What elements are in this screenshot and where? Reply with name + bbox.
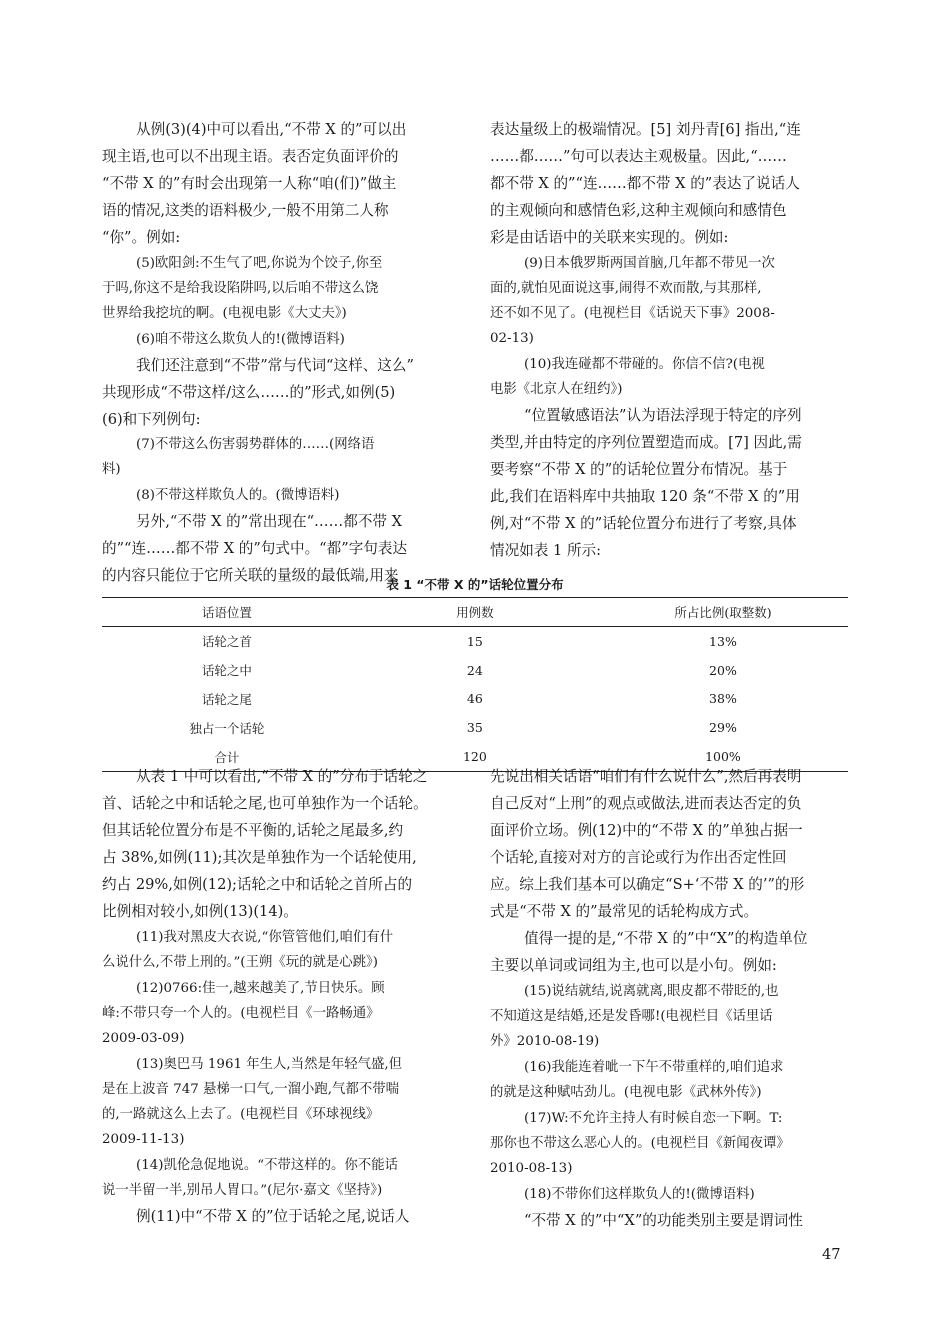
table-cell: 38% bbox=[709, 691, 737, 707]
example-line: 不知道这是结婚,还是发昏哪!(电视栏目《话里话 bbox=[490, 1009, 773, 1024]
example-line: (9)日本俄罗斯两国首脑,几年都不带见一次 bbox=[524, 256, 775, 271]
example-line: 的就是这种赋咕劲儿。(电视电影《武林外传》) bbox=[490, 1085, 762, 1100]
text-line: 共现形成“不带这样/这么……的”形式,如例(5) bbox=[102, 384, 396, 401]
page-number: 47 bbox=[822, 1246, 841, 1263]
example-line: 的,一路就这么上去了。(电视栏目《环球视线》 bbox=[102, 1107, 380, 1122]
example-line: (14)凯伦急促地说。“不带这样的。你不能话 bbox=[136, 1158, 398, 1173]
text-line: “你”。例如: bbox=[102, 229, 181, 246]
example-line: 料) bbox=[102, 462, 121, 477]
text-line: 都不带 X 的”“连……都不带 X 的”表达了说话人 bbox=[490, 175, 800, 192]
text-line: 的主观倾向和感情色彩,这种主观倾向和感情色 bbox=[490, 202, 787, 219]
example-line: 电影《北京人在纽约》) bbox=[490, 382, 623, 397]
example-line: (8)不带这样欺负人的。(微博语料) bbox=[136, 488, 340, 503]
example-line: 2009-11-13) bbox=[102, 1132, 185, 1147]
example-line: (16)我能连着呲一下午不带重样的,咱们追求 bbox=[524, 1060, 784, 1075]
text-line: 彩是由话语中的关联来实现的。例如: bbox=[490, 229, 729, 246]
example-line: (12)0766:佳一,越来越美了,节日快乐。顾 bbox=[136, 981, 385, 996]
distribution-table bbox=[102, 597, 848, 772]
table-cell: 话轮之尾 bbox=[201, 691, 252, 707]
table-cell: 24 bbox=[466, 662, 483, 678]
example-line: 2010-08-13) bbox=[490, 1161, 573, 1176]
table-cell: 20% bbox=[709, 662, 737, 678]
example-line: 还不如不见了。(电视栏目《话说天下事》2008- bbox=[490, 306, 775, 321]
text-line: 从表 1 中可以看出,“不带 X 的”分布于话轮之 bbox=[136, 768, 428, 785]
example-line: 面的,就怕见面说这事,闹得不欢而散,与其那样, bbox=[490, 281, 762, 296]
text-line: 主要以单词或词组为主,也可以是小句。例如: bbox=[490, 957, 777, 974]
text-line: 现主语,也可以不出现主语。表否定负面评价的 bbox=[102, 148, 399, 165]
example-line: (10)我连碰都不带碰的。你信不信?(电视 bbox=[524, 357, 765, 372]
table-row bbox=[102, 627, 848, 656]
text-line: 另外,“不带 X 的”常出现在“……都不带 X bbox=[136, 513, 403, 530]
table-cell: 35 bbox=[466, 720, 483, 736]
text-line: 占 38%,如例(11);其次是单独作为一个话轮使用, bbox=[102, 849, 417, 866]
example-line: (18)不带你们这样欺负人的!(微博语料) bbox=[524, 1187, 755, 1202]
text-line: 从例(3)(4)中可以看出,“不带 X 的”可以出 bbox=[136, 121, 407, 138]
text-line: 要考察“不带 X 的”的话轮位置分布情况。基于 bbox=[490, 461, 788, 478]
text-line: 自己反对“上刑”的观点或做法,进而表达否定的负 bbox=[490, 795, 802, 812]
text-line: 约占 29%,如例(12);话轮之中和话轮之首所占的 bbox=[102, 876, 413, 893]
example-line: (15)说结就结,说离就离,眼皮都不带眨的,也 bbox=[524, 984, 779, 999]
table-cell: 话轮之中 bbox=[201, 663, 252, 679]
text-line: 此,我们在语料库中共抽取 120 条“不带 X 的”用 bbox=[490, 488, 800, 505]
table-cell: 13% bbox=[709, 633, 737, 649]
table-header-row bbox=[102, 598, 848, 627]
text-line: 例(11)中“不带 X 的”位于话轮之尾,说话人 bbox=[136, 1208, 410, 1225]
table-cell: 15 bbox=[466, 633, 483, 649]
table-cell: 46 bbox=[466, 691, 483, 707]
text-line: 例,对“不带 X 的”话轮位置分布进行了考察,具体 bbox=[490, 515, 797, 532]
table-cell: 120 bbox=[352, 742, 598, 771]
text-line: 首、话轮之中和话轮之尾,也可单独作为一个话轮。 bbox=[102, 795, 428, 812]
text-line: 情况如表 1 所示: bbox=[490, 542, 602, 559]
text-line: “不带 X 的”有时会出现第一人称“咱(们)”做主 bbox=[102, 175, 397, 192]
example-line: (6)咱不带这么欺负人的!(微博语料) bbox=[136, 332, 345, 347]
table-cell: 100% bbox=[598, 742, 848, 771]
column-header: 话语位置 bbox=[102, 598, 352, 627]
example-line: 世界给我挖坑的啊。(电视电影《大丈夫》) bbox=[102, 306, 347, 321]
table-cell: 合计 bbox=[102, 742, 352, 771]
text-line: “位置敏感语法”认为语法浮现于特定的序列 bbox=[524, 407, 802, 424]
example-line: 于吗,你这不是给我设陷阱吗,以后咱不带这么饶 bbox=[102, 281, 379, 296]
table-row bbox=[102, 713, 848, 742]
text-line: (6)和下列例句: bbox=[102, 411, 201, 428]
text-line: 的”“连……都不带 X 的”句式中。“都”字句表达 bbox=[102, 540, 408, 557]
text-line: 值得一提的是,“不带 X 的”中“X”的构造单位 bbox=[524, 930, 808, 947]
example-line: 外》2010-08-19) bbox=[490, 1034, 600, 1049]
text-line: 个话轮,直接对对方的言论或行为作出否定性回 bbox=[490, 849, 787, 866]
example-line: (17)W:不允许主持人有时候自恋一下啊。T: bbox=[524, 1111, 783, 1126]
text-line: 表达量级上的极端情况。[5] 刘丹青[6] 指出,“连 bbox=[490, 121, 801, 138]
table-cell: 话轮之首 bbox=[201, 634, 252, 650]
column-header: 所占比例(取整数) bbox=[598, 598, 848, 627]
text-line: 语的情况,这类的语料极少,一般不用第二人称 bbox=[102, 202, 389, 219]
example-line: (13)奥巴马 1961 年生人,当然是年轻气盛,但 bbox=[136, 1057, 403, 1072]
text-line: 应。综上我们基本可以确定“S+‘不带 X 的’”的形 bbox=[490, 876, 805, 893]
example-line: 峰:不带只夸一个人的。(电视栏目《一路畅通》 bbox=[102, 1006, 380, 1021]
table-row bbox=[102, 685, 848, 714]
text-line: 我们还注意到“不带”常与代词“这样、这么” bbox=[136, 357, 414, 374]
text-line: 的内容只能位于它所关联的量级的最低端,用来 bbox=[102, 567, 399, 584]
column-header: 用例数 bbox=[352, 598, 598, 627]
table-row bbox=[102, 656, 848, 685]
example-line: 02-13) bbox=[490, 331, 534, 346]
table-cell: 29% bbox=[709, 720, 737, 736]
example-line: 是在上波音 747 悬梯一口气,一溜小跑,气都不带喘 bbox=[102, 1082, 400, 1097]
text-line: 先说出相关话语“咱们有什么说什么”,然后再表明 bbox=[490, 768, 802, 785]
text-line: 类型,并由特定的序列位置塑造而成。[7] 因此,需 bbox=[490, 434, 802, 451]
example-line: (7)不带这么伤害弱势群体的……(网络语 bbox=[136, 437, 375, 452]
text-line: 面评价立场。例(12)中的“不带 X 的”单独占据一 bbox=[490, 822, 803, 839]
text-line: 比例相对较小,如例(13)(14)。 bbox=[102, 903, 298, 920]
text-line: ……都……”句可以表达主观极量。因此,“…… bbox=[490, 148, 787, 165]
example-line: 那你也不带这么恶心人的。(电视栏目《新闻夜谭》 bbox=[490, 1136, 790, 1151]
table-cell: 独占一个话轮 bbox=[189, 720, 265, 736]
example-line: 说一半留一半,别吊人胃口。”(尼尔·嘉文《坚持》) bbox=[102, 1183, 383, 1198]
table-title: 表 1 “不带 X 的”话轮位置分布 bbox=[386, 577, 564, 592]
example-line: 么说什么,不带上刑的。”(王朔《玩的就是心跳》) bbox=[102, 955, 378, 970]
text-line: “不带 X 的”中“X”的功能类别主要是谓词性 bbox=[524, 1212, 803, 1229]
example-line: (5)欧阳剑:不生气了吧,你说为个饺子,你至 bbox=[136, 256, 383, 271]
text-line: 式是“不带 X 的”最常见的话轮构成方式。 bbox=[490, 903, 759, 920]
text-line: 但其话轮位置分布是不平衡的,话轮之尾最多,约 bbox=[102, 822, 404, 839]
example-line: 2009-03-09) bbox=[102, 1031, 185, 1046]
example-line: (11)我对黑皮大衣说,“你管管他们,咱们有什 bbox=[136, 930, 394, 945]
